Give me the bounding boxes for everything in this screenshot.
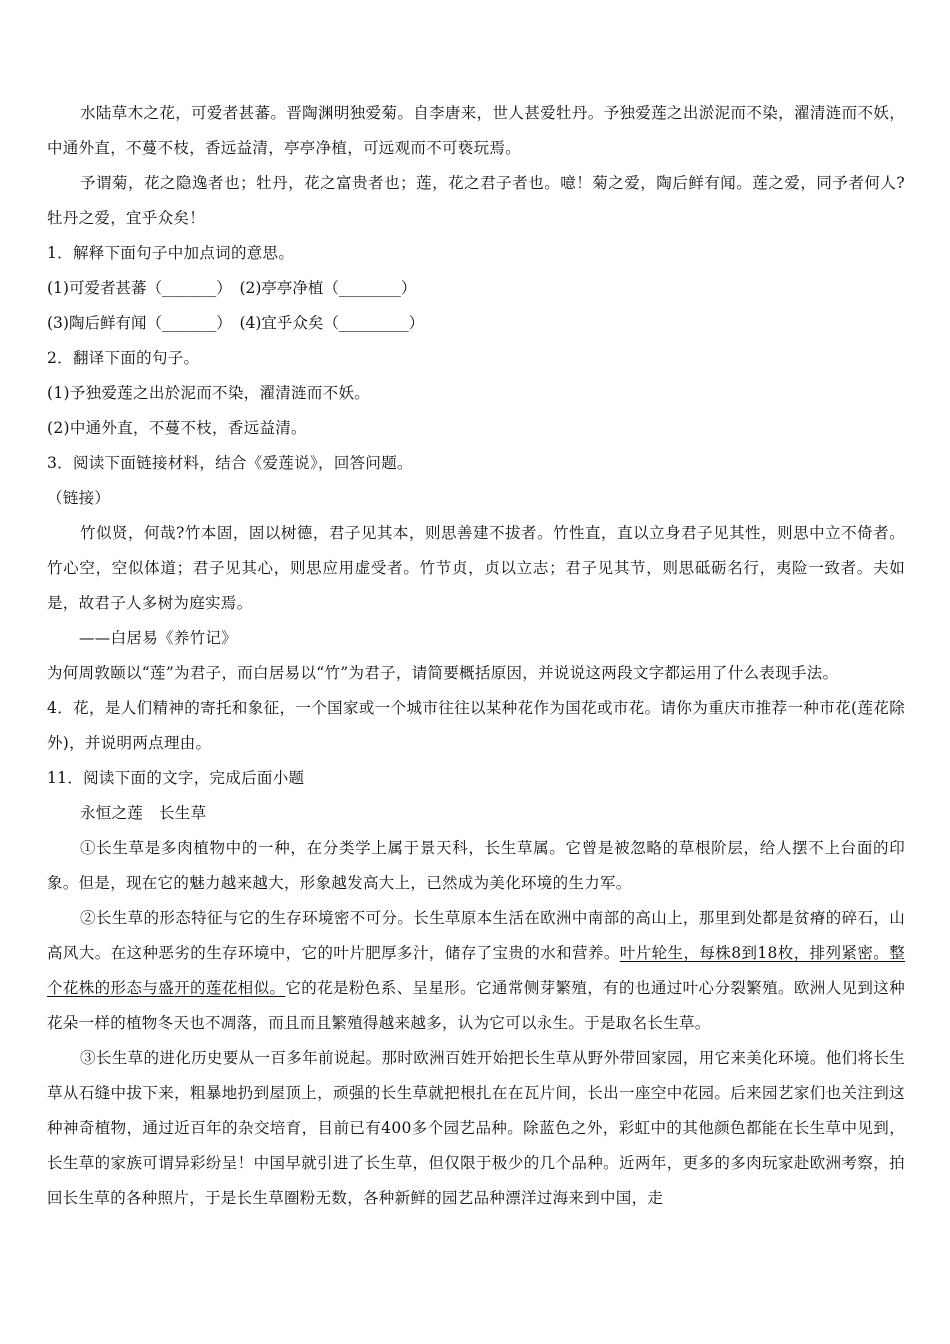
section-11-paragraph-1: ①长生草是多肉植物中的一种，在分类学上属于景天科，长生草属。它曾是被忽略的草根阶层，给人摆不上台面的印象。但是，现在它的魅力越来越大，形象越发高大上，已然成为美化环境的生力军。	[47, 839, 905, 892]
paragraph-2-underlined-text: 叶片轮生，每株8到18枚，排列紧密。整个花株的形态与盛开的莲花相似。	[47, 944, 905, 997]
question-3-link-label: （链接）	[47, 489, 111, 507]
question-1-row-2: (3)陶后鲜有闻（_______） (4)宜乎众矣（_________）	[47, 314, 425, 332]
paragraph-2-text-before: ②长生草的形态特征与它的生存环境密不可分。长生草原本生活在欧洲中南部的高山上，那里到处都是贫瘠的碎石，山高风大。在这种恶劣的生存环境中，它的叶片肥厚多汁，储存了宝贵的水和营养。	[47, 909, 905, 962]
question-2-item-1: (1)予独爱莲之出於泥而不染，濯清涟而不妖。	[47, 384, 371, 402]
section-11-paragraph-2	[47, 901, 905, 1041]
question-2-stem: 2．翻译下面的句子。	[47, 349, 200, 367]
passage-paragraph-1: 水陆草木之花，可爱者甚蕃。晋陶渊明独爱菊。自李唐来，世人甚爱牡丹。予独爱莲之出淤泥而不染，濯清涟而不妖，中通外直，不蔓不枝，香远益清，亭亭净植，可远观而不可亵玩焉。	[47, 104, 905, 157]
question-3-stem: 3．阅读下面链接材料，结合《爱莲说》，回答问题。	[47, 454, 413, 472]
question-3-link-text: 竹似贤，何哉?竹本固，固以树德，君子见其本，则思善建不拔者。竹性直，直以立身君子见其性，则思中立不倚者。竹心空，空似体道；君子见其心，则思应用虚受者。竹节贞，贞以立志；君子见其节，则思砥砺名行，夷险一致者。夫如是，故君子人多树为庭实焉。	[47, 524, 905, 612]
question-3-ask: 为何周敦颐以“莲”为君子，而白居易以“竹”为君子，请简要概括原因，并说说这两段文字都运用了什么表现手法。	[47, 664, 839, 682]
passage-paragraph-2: 予谓菊，花之隐逸者也；牡丹，花之富贵者也；莲，花之君子者也。噫！菊之爱，陶后鲜有闻。莲之爱，同予者何人?牡丹之爱，宜乎众矣！	[47, 174, 905, 227]
question-1-row-1: (1)可爱者甚蕃（_______） (2)亭亭净植（________）	[47, 279, 417, 297]
section-11-title: 永恒之莲 长生草	[80, 804, 207, 822]
question-2-item-2: (2)中通外直，不蔓不枝，香远益清。	[47, 419, 307, 437]
section-11-stem: 11．阅读下面的文字，完成后面小题	[47, 769, 305, 787]
question-3-source: ——白居易《养竹记》	[79, 629, 238, 647]
document-body	[47, 96, 905, 1216]
question-4-text: 4．花，是人们精神的寄托和象征，一个国家或一个城市往往以某种花作为国花或市花。请你为重庆市推荐一种市花(莲花除外)，并说明两点理由。	[47, 699, 905, 752]
section-11-paragraph-3: ③长生草的进化历史要从一百多年前说起。那时欧洲百姓开始把长生草从野外带回家园，用它来美化环境。他们将长生草从石缝中拔下来，粗暴地扔到屋顶上，顽强的长生草就把根扎在在瓦片间，长出一座空中花园。后来园艺家们也关注到这种神奇植物，通过近百年的杂交培育，目前已有400多个园艺品种。除蓝色之外，彩虹中的其他颜色都能在长生草中见到，长生草的家族可谓异彩纷呈！中国早就引进了长生草，但仅限于极少的几个品种。近两年，更多的多肉玩家赴欧洲考察，拍回长生草的各种照片，于是长生草圈粉无数，各种新鲜的园艺品种漂洋过海来到中国，走	[47, 1049, 905, 1207]
question-1-stem: 1．解释下面句子中加点词的意思。	[47, 244, 295, 262]
paragraph-2-text-after: 它的花是粉色系、呈星形。它通常侧芽繁殖，有的也通过叶心分裂繁殖。欧洲人见到这种花朵一样的植物冬天也不凋落，而且而且繁殖得越来越多，认为它可以永生。于是取名长生草。	[47, 979, 905, 1032]
